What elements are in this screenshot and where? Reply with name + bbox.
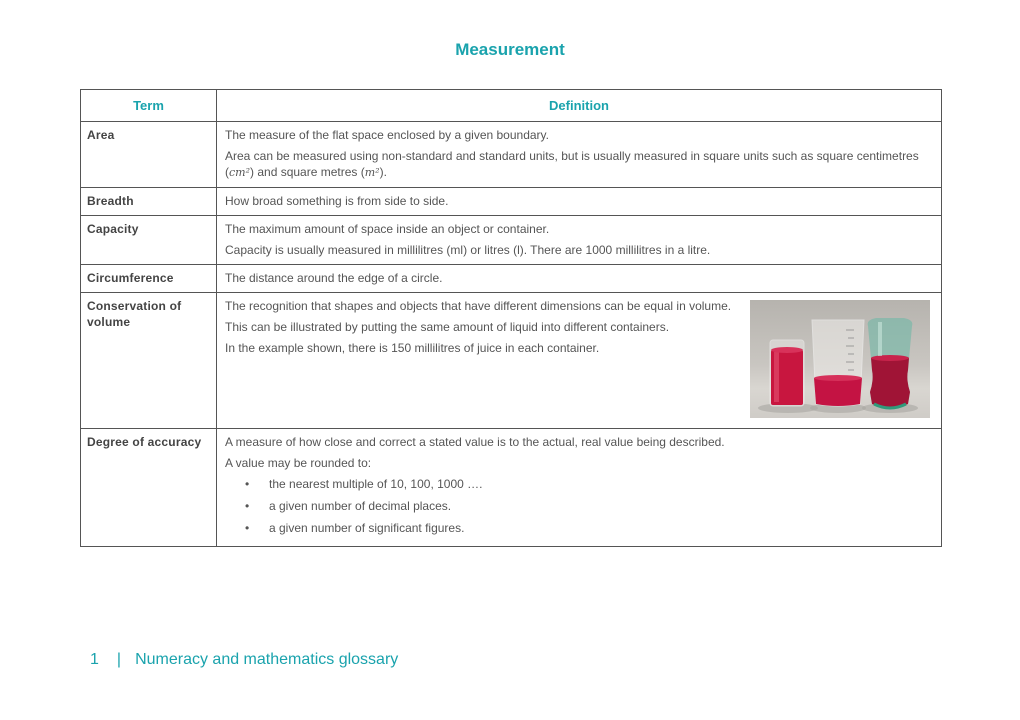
- glossary-table: [80, 89, 942, 547]
- definition-cell: [217, 265, 942, 293]
- definition-cell: [217, 216, 942, 265]
- table-row: [81, 293, 942, 429]
- term-cell: Area: [81, 122, 217, 188]
- page-number: 1: [90, 651, 99, 668]
- term-cell: Circumference: [81, 265, 217, 293]
- term-cell: Capacity: [81, 216, 217, 265]
- definition-text: The distance around the edge of a circle.: [225, 271, 443, 285]
- definition-cell: [217, 122, 942, 188]
- definition-cell: [217, 188, 942, 216]
- definition-text: Area can be measured using non-standard and standard units, but is usually measured in square units such as square centimetres (cm²) and square metres (m²).: [225, 149, 919, 179]
- glasses-illustration: [750, 300, 930, 418]
- list-item: • the nearest multiple of 10, 100, 1000 ….: [269, 476, 933, 492]
- table-row: [81, 265, 942, 293]
- column-header-term: Term: [81, 90, 217, 122]
- definition-text: The maximum amount of space inside an object or container.: [225, 222, 550, 236]
- column-header-definition: Definition: [217, 90, 942, 122]
- math-m-squared: m²: [364, 166, 380, 179]
- definition-text: The measure of the flat space enclosed by a given boundary.: [225, 128, 549, 142]
- footer-separator: |: [116, 651, 122, 668]
- definition-text: The recognition that shapes and objects that have different dimensions can be equal in volume.: [225, 299, 732, 313]
- term-cell: Conservation of volume: [81, 293, 217, 429]
- definition-text: In the example shown, there is 150 millilitres of juice in each container.: [225, 341, 600, 355]
- page-title: Measurement: [455, 40, 565, 59]
- definition-text: A measure of how close and correct a stated value is to the actual, real value being described.: [225, 435, 725, 449]
- rounding-bullet-list: [225, 476, 933, 536]
- table-header-row: [81, 90, 942, 122]
- term-cell: Breadth: [81, 188, 217, 216]
- table-row: [81, 216, 942, 265]
- list-item: • a given number of decimal places.: [269, 498, 933, 514]
- definition-text: This can be illustrated by putting the same amount of liquid into different containers.: [225, 320, 670, 334]
- math-cm-squared: cm²: [229, 166, 251, 179]
- definition-text: A value may be rounded to:: [225, 456, 372, 470]
- definition-cell: [217, 429, 942, 547]
- table-row: [81, 188, 942, 216]
- document-title: Numeracy and mathematics glossary: [135, 651, 399, 668]
- term-cell: Degree of accuracy: [81, 429, 217, 547]
- definition-cell: [217, 293, 942, 429]
- table-row: [81, 429, 942, 547]
- page-footer: [90, 651, 398, 669]
- table-row: [81, 122, 942, 188]
- definition-text: Capacity is usually measured in millilitres (ml) or litres (l). There are 1000 millilitres in a litre.: [225, 243, 711, 257]
- list-item: • a given number of significant figures.: [269, 520, 933, 536]
- three-glasses-of-red-juice-photo: [750, 300, 930, 418]
- definition-text: How broad something is from side to side.: [225, 194, 449, 208]
